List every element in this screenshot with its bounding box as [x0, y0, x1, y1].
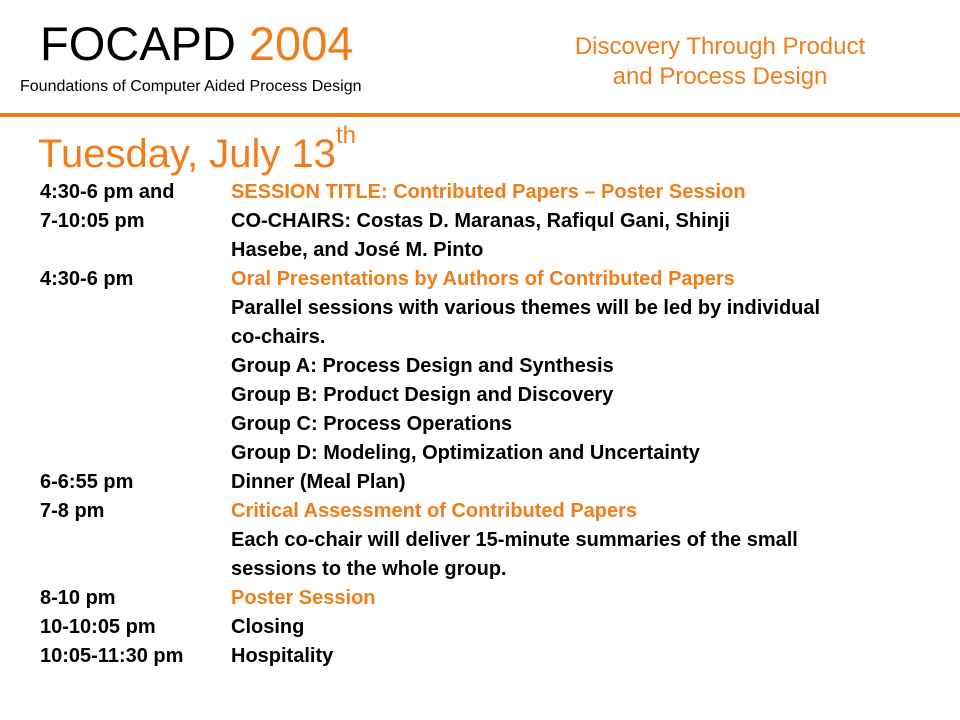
session-detail: Hospitality	[231, 645, 334, 667]
day-title-suffix: th	[335, 122, 356, 149]
session-detail: CO-CHAIRS: Costas D. Maranas, Rafiqul Gani, Shinji	[231, 210, 730, 232]
conference-subtitle: Foundations of Computer Aided Process Design	[20, 78, 362, 95]
session-title: Critical Assessment of Contributed Papers	[231, 500, 638, 522]
schedule-time: 4:30-6 pm	[40, 268, 134, 290]
session-detail: Closing	[231, 616, 305, 638]
conference-logo-title	[40, 16, 353, 72]
tagline-line-1: Discovery Through Product	[574, 33, 866, 60]
header-divider	[0, 113, 960, 117]
conference-tagline	[540, 32, 900, 92]
schedule-description	[231, 642, 950, 671]
schedule-time: 10-10:05 pm	[40, 616, 156, 638]
session-title: Oral Presentations by Authors of Contributed Papers	[231, 268, 735, 290]
session-detail: Group D: Modeling, Optimization and Uncertainty	[231, 442, 700, 464]
schedule-table	[40, 178, 950, 671]
schedule-time: 10:05-11:30 pm	[40, 645, 184, 667]
schedule-description	[231, 265, 950, 468]
tagline-line-2: and Process Design	[612, 63, 828, 90]
schedule-row	[40, 468, 950, 497]
schedule-row	[40, 613, 950, 642]
session-detail: co-chairs.	[231, 326, 326, 348]
page-title	[38, 122, 356, 180]
schedule-description	[231, 468, 950, 497]
day-title-text: Tuesday, July 13	[38, 132, 336, 176]
session-detail: Group C: Process Operations	[231, 413, 513, 435]
schedule-row	[40, 497, 950, 584]
schedule-row	[40, 265, 950, 468]
schedule-time: 7-10:05 pm	[40, 210, 145, 232]
session-detail: sessions to the whole group.	[231, 558, 507, 580]
schedule-description	[231, 497, 950, 584]
schedule-description	[231, 207, 950, 265]
schedule-row	[40, 207, 950, 265]
session-detail: Dinner (Meal Plan)	[231, 471, 406, 493]
schedule-row	[40, 642, 950, 671]
schedule-description	[231, 584, 950, 613]
session-title: Poster Session	[231, 587, 376, 609]
session-detail: Group B: Product Design and Discovery	[231, 384, 614, 406]
schedule-time: 4:30-6 pm and	[40, 181, 175, 203]
schedule-time: 7-8 pm	[40, 500, 105, 522]
schedule-description	[231, 613, 950, 642]
session-title: SESSION TITLE: Contributed Papers – Poster Session	[231, 181, 746, 203]
session-detail: Each co-chair will deliver 15-minute summaries of the small	[231, 529, 798, 551]
session-detail: Group A: Process Design and Synthesis	[231, 355, 614, 377]
session-detail: Parallel sessions with various themes will be led by individual	[231, 297, 821, 319]
schedule-row	[40, 178, 950, 207]
schedule-description	[231, 178, 950, 207]
conference-year: 2004	[248, 17, 354, 70]
session-detail: Hasebe, and José M. Pinto	[231, 239, 484, 261]
schedule-row	[40, 584, 950, 613]
schedule-time: 8-10 pm	[40, 587, 116, 609]
schedule-time: 6-6:55 pm	[40, 471, 134, 493]
conference-name: FOCAPD	[40, 17, 236, 70]
